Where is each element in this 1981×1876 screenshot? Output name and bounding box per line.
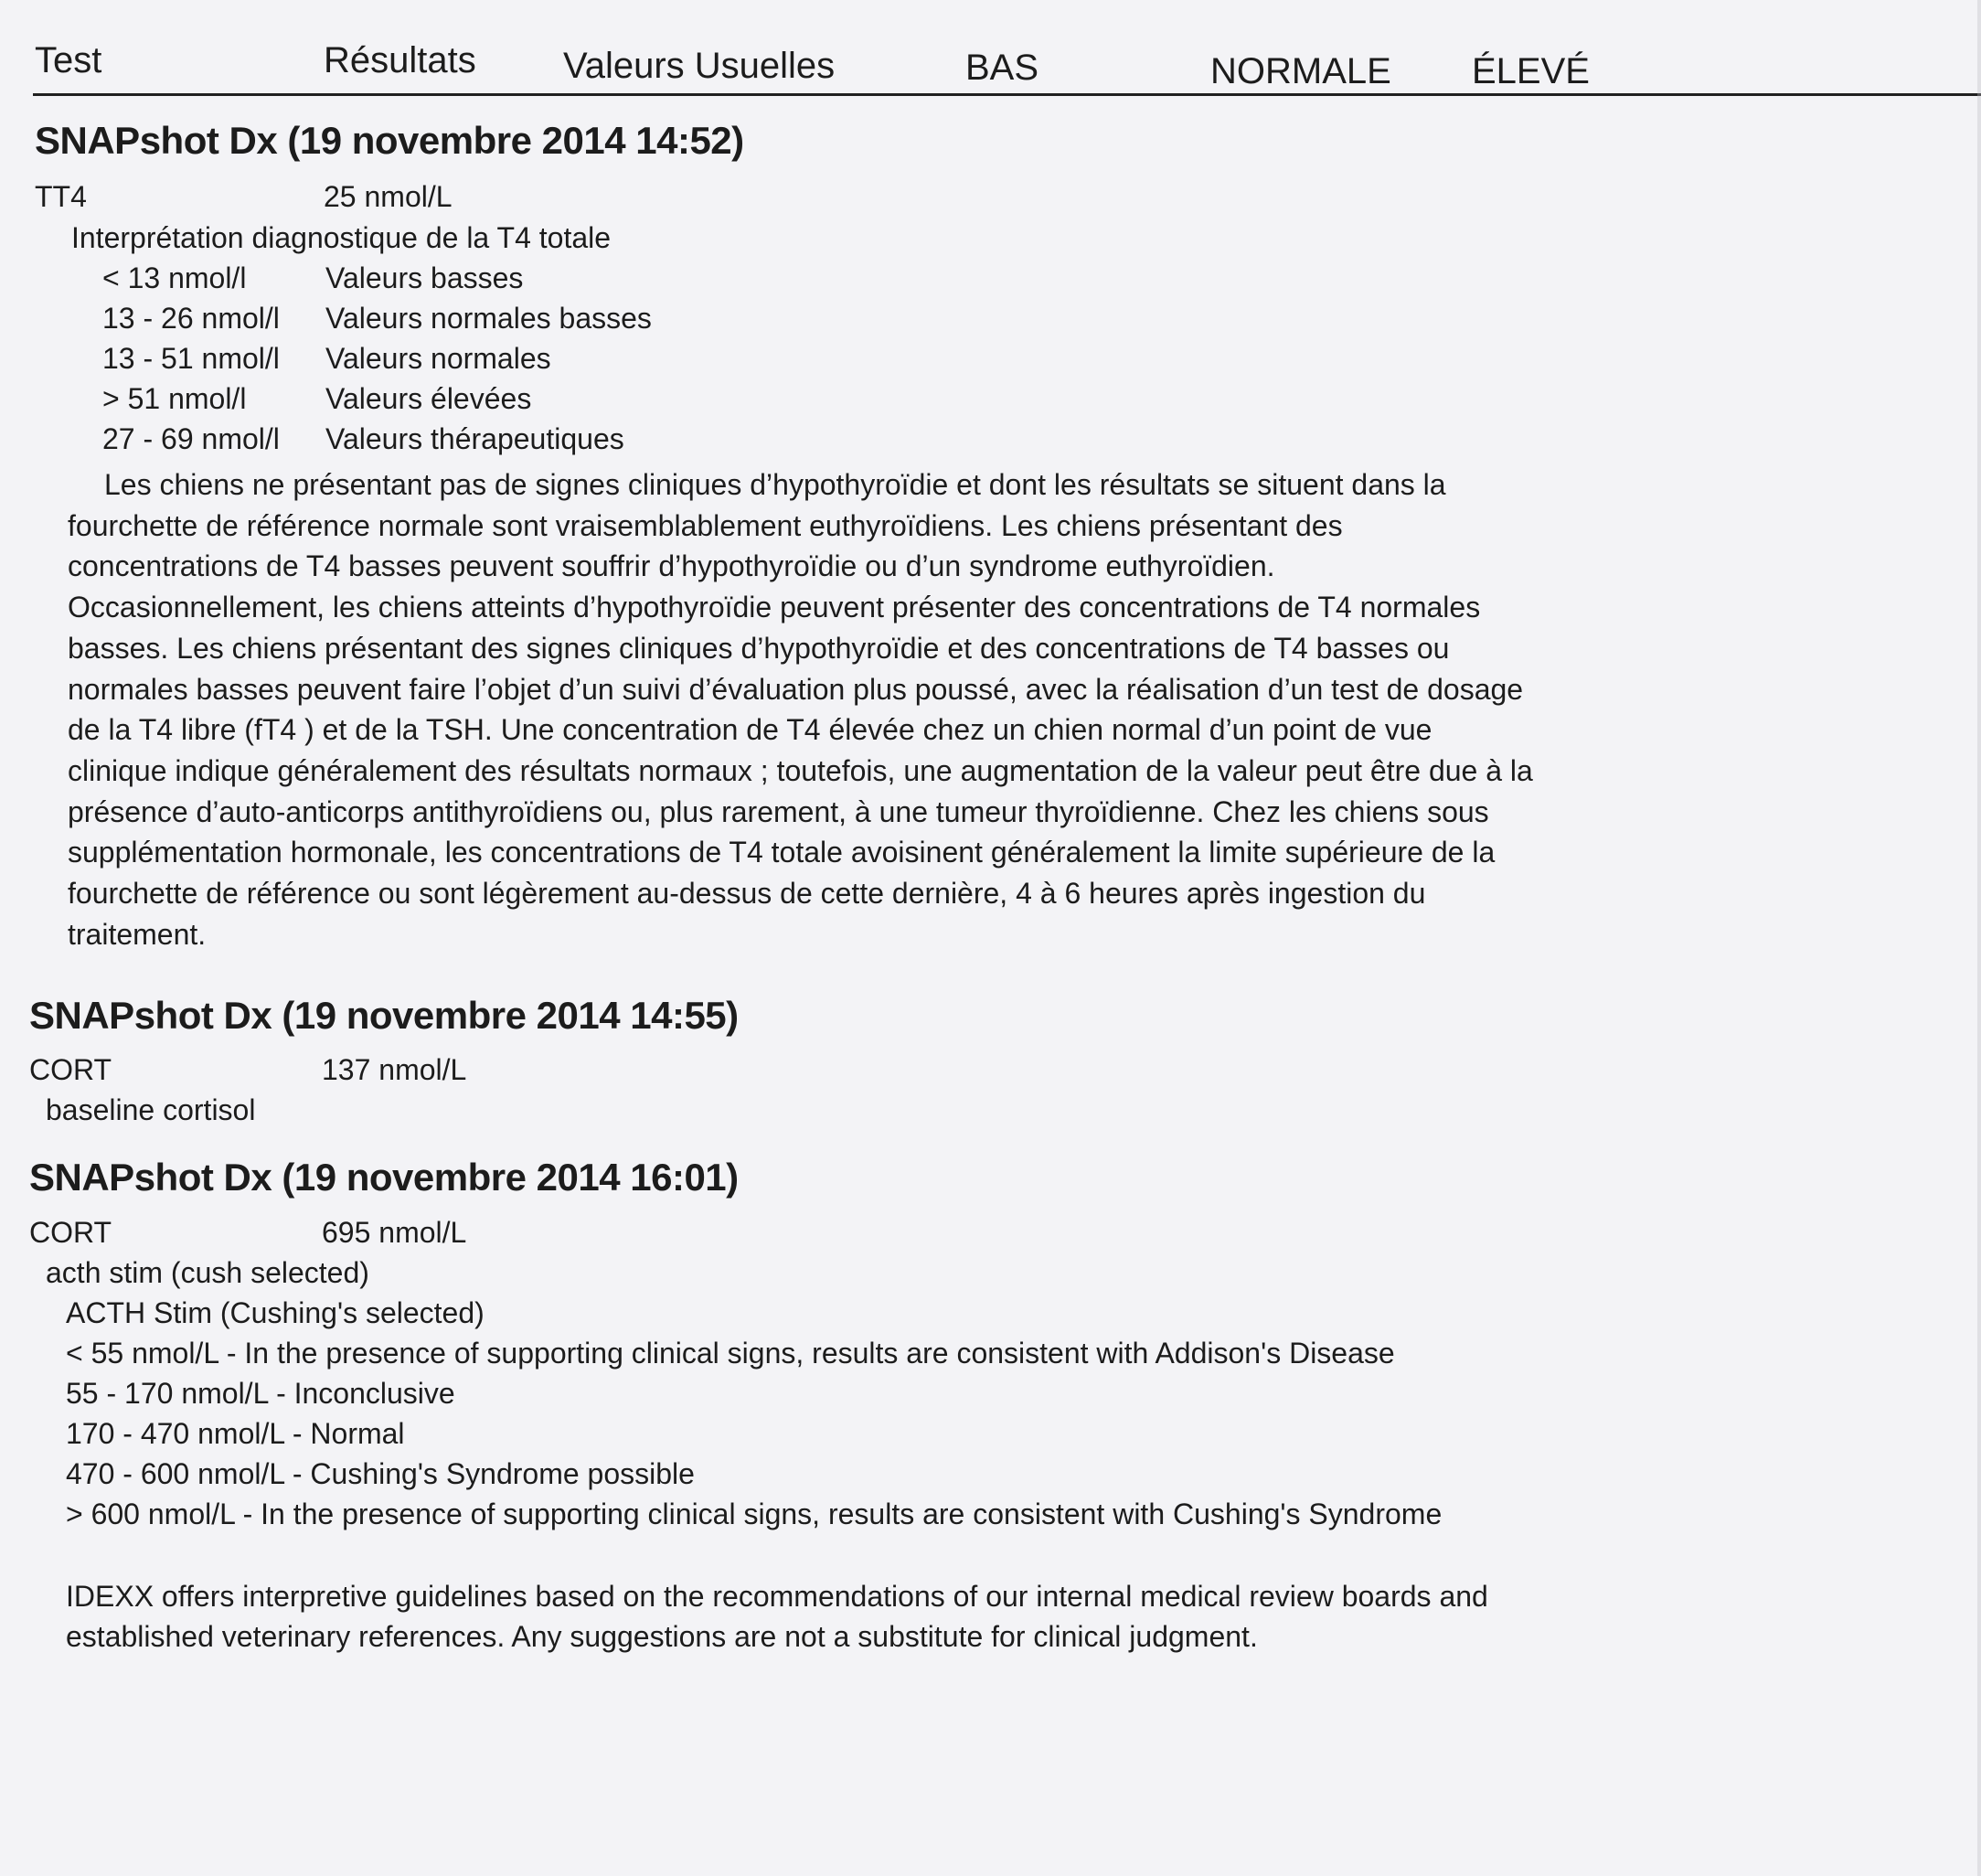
header-test: Test xyxy=(35,40,102,80)
range-value: 13 - 51 nmol/l xyxy=(102,342,280,375)
test-name-3: CORT xyxy=(29,1216,112,1249)
section-title-1: SNAPshot Dx (19 novembre 2014 14:52) xyxy=(35,119,744,162)
paragraph-line: supplémentation hormonale, les concentrations de T4 totale avoisinent généralement la limite supérieure de la xyxy=(68,836,1496,869)
acth-range-line: 170 - 470 nmol/L - Normal xyxy=(66,1417,405,1450)
range-value: > 51 nmol/l xyxy=(102,382,247,415)
header-low: BAS xyxy=(965,48,1039,88)
range-label: Valeurs basses xyxy=(325,261,524,294)
range-row xyxy=(102,302,652,336)
range-label: Valeurs thérapeutiques xyxy=(325,422,624,455)
header-results: Résultats xyxy=(324,40,476,80)
acth-range-line: < 55 nmol/L - In the presence of supporting clinical signs, results are consistent with Addison's Disease xyxy=(66,1337,1395,1370)
range-label: Valeurs élevées xyxy=(325,382,532,415)
header-usual-values: Valeurs Usuelles xyxy=(563,46,836,86)
range-value: 13 - 26 nmol/l xyxy=(102,302,280,335)
acth-range-line: 55 - 170 nmol/L - Inconclusive xyxy=(66,1377,455,1410)
acth-range-line: 470 - 600 nmol/L - Cushing's Syndrome possible xyxy=(66,1457,695,1490)
header-rule xyxy=(33,93,1981,96)
acth-subtitle: ACTH Stim (Cushing's selected) xyxy=(66,1296,485,1329)
range-row xyxy=(102,261,523,295)
scan-edge xyxy=(1977,0,1981,1876)
interpretation-title: Interprétation diagnostique de la T4 totale xyxy=(71,221,612,254)
disclaimer-line: established veterinary references. Any suggestions are not a substitute for clinical judgment. xyxy=(66,1620,1258,1653)
disclaimer-line: IDEXX offers interpretive guidelines based on the recommendations of our internal medical review boards and xyxy=(66,1580,1488,1613)
test-result-2: 137 nmol/L xyxy=(322,1053,467,1086)
paragraph-line: traitement. xyxy=(68,917,207,951)
paragraph-line: clinique indique généralement des résultats normaux ; toutefois, une augmentation de la valeur peut être due à la xyxy=(68,753,1533,787)
header-normal: NORMALE xyxy=(1210,51,1391,91)
range-row xyxy=(102,382,531,416)
paragraph-line: Occasionnellement, les chiens atteints d’hypothyroïdie peuvent présenter des concentrations de T4 normales xyxy=(68,591,1481,624)
paragraph-line: fourchette de référence ou sont légèrement au-dessus de cette dernière, 4 à 6 heures après ingestion du xyxy=(68,877,1426,911)
paragraph-line: concentrations de T4 basses peuvent souffrir d’hypothyroïdie ou d’un syndrome euthyroïdien. xyxy=(68,549,1275,583)
section-title-2: SNAPshot Dx (19 novembre 2014 14:55) xyxy=(29,994,739,1037)
test-name-2: CORT xyxy=(29,1053,112,1086)
section-title-3: SNAPshot Dx (19 novembre 2014 16:01) xyxy=(29,1156,739,1199)
t4-interpretation-paragraph xyxy=(68,464,1533,954)
paragraph-line: de la T4 libre (fT4 ) et de la TSH. Une concentration de T4 élevée chez un chien normal d’un point de vue xyxy=(68,713,1432,747)
test-note-3: acth stim (cush selected) xyxy=(46,1256,369,1289)
range-label: Valeurs normales xyxy=(325,342,551,375)
paragraph-line: Les chiens ne présentant pas de signes cliniques d’hypothyroïdie et dont les résultats se situent dans la xyxy=(104,468,1446,501)
paragraph-line: fourchette de référence normale sont vraisemblablement euthyroïdiens. Les chiens présentant des xyxy=(68,508,1343,542)
range-value: 27 - 69 nmol/l xyxy=(102,422,280,455)
range-label: Valeurs normales basses xyxy=(325,302,652,335)
paragraph-line: présence d’auto-anticorps antithyroïdiens ou, plus rarement, à une tumeur thyroïdienne. Chez les chiens sous xyxy=(68,794,1489,828)
range-row xyxy=(102,342,551,376)
header-high: ÉLEVÉ xyxy=(1472,51,1590,91)
test-result-3: 695 nmol/L xyxy=(322,1216,467,1249)
test-note-2: baseline cortisol xyxy=(46,1093,256,1126)
range-value: < 13 nmol/l xyxy=(102,261,247,294)
test-result-1: 25 nmol/L xyxy=(324,180,453,213)
paragraph-line: normales basses peuvent faire l’objet d’un suivi d’évaluation plus poussé, avec la réalisation d’un test de dosage xyxy=(68,672,1524,706)
range-row xyxy=(102,422,624,456)
paragraph-line: basses. Les chiens présentant des signes cliniques d’hypothyroïdie et des concentrations de T4 basses ou xyxy=(68,631,1450,665)
acth-range-line: > 600 nmol/L - In the presence of supporting clinical signs, results are consistent with Cushing's Syndrome xyxy=(66,1498,1443,1530)
test-name-1: TT4 xyxy=(35,180,87,213)
